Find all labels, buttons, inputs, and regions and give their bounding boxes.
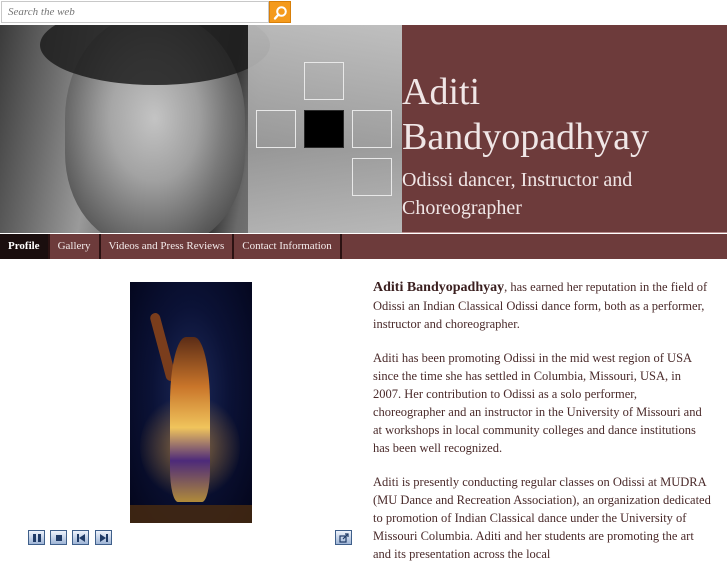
title-line-2: Bandyopadhyay (402, 116, 649, 158)
header-portrait-image (0, 25, 402, 233)
next-button[interactable] (95, 530, 112, 545)
next-icon (99, 533, 109, 543)
site-header (0, 25, 727, 233)
stage-floor (130, 505, 252, 523)
search-input[interactable] (2, 2, 268, 22)
previous-icon (76, 533, 86, 543)
decorative-square (304, 62, 344, 100)
search-field[interactable] (1, 1, 269, 23)
dance-slideshow-image[interactable] (130, 282, 252, 523)
stop-icon (54, 533, 64, 543)
header-divider (402, 232, 727, 233)
profile-paragraph-1-text: , has earned her reputation in the field of Odissi an Indian Classical Odissi dance form, both as a performer, instructor and choreographer. (373, 280, 708, 331)
profile-paragraph-2: Aditi has been promoting Odissi in the mid west region of USA since the time she has settled in Columbia, Missouri, USA, in 2007. Her contribution to Odissi as a solo performer, choreographer and an instructor in the University of Missouri and at workshops in local community colleges and dance institutions has been well recognized. (373, 351, 702, 455)
pause-button[interactable] (28, 530, 45, 545)
main-nav (0, 234, 727, 259)
nav-item-videos-press[interactable]: Videos and Press Reviews (101, 234, 235, 259)
site-title (402, 70, 722, 160)
dancer-figure (170, 337, 210, 502)
search-button[interactable] (269, 1, 291, 23)
decorative-square (352, 110, 392, 148)
decorative-square (352, 158, 392, 196)
profile-paragraph-1 (373, 278, 711, 333)
subtitle-line-1: Odissi dancer, Instructor and (402, 169, 633, 191)
nav-item-contact[interactable]: Contact Information (234, 234, 342, 259)
subtitle-line-2: Choreographer (402, 197, 522, 219)
site-subtitle (402, 166, 722, 222)
nav-item-gallery[interactable]: Gallery (50, 234, 101, 259)
site-title-block (402, 70, 722, 222)
nav-item-profile[interactable]: Profile (0, 234, 50, 259)
profile-content (373, 278, 711, 579)
pause-icon (32, 533, 42, 543)
popout-icon (339, 533, 349, 543)
decorative-square (256, 110, 296, 148)
profile-name-lead: Aditi Bandyopadhyay (373, 280, 505, 295)
previous-button[interactable] (72, 530, 89, 545)
search-icon (273, 5, 289, 21)
title-line-1: Aditi (402, 71, 481, 113)
popout-button[interactable] (335, 530, 352, 545)
stop-button[interactable] (50, 530, 67, 545)
decorative-square-dark (304, 110, 344, 148)
profile-paragraph-3: Aditi is presently conducting regular classes on Odissi at MUDRA (MU Dance and Recreation Association), an organization dedicated to promotion of Indian Classical dance under the University of Missouri Columbia. Aditi and her students are promoting the art and its presentation across the local (373, 475, 711, 561)
